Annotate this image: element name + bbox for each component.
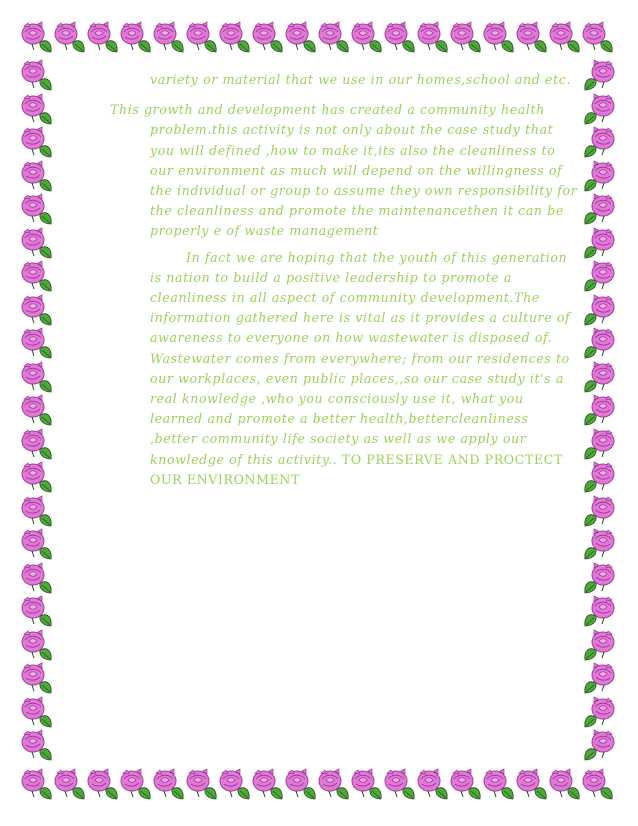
rose-icon: [350, 20, 384, 54]
rose-icon: [185, 20, 219, 54]
rose-icon: [582, 427, 616, 461]
rose-icon: [581, 20, 615, 54]
rose-icon: [20, 360, 54, 394]
rose-icon: [20, 259, 54, 293]
floral-border-top: [20, 18, 620, 58]
rose-icon: [20, 393, 54, 427]
rose-icon: [582, 594, 616, 628]
rose-icon: [582, 58, 616, 92]
floral-border-bottom: [20, 763, 620, 805]
paragraph-intro-fragment: variety or material that we use in our homes,school and etc.: [150, 72, 571, 87]
rose-icon: [53, 20, 87, 54]
rose-icon: [152, 20, 186, 54]
rose-icon: [582, 728, 616, 762]
rose-icon: [218, 20, 252, 54]
rose-icon: [582, 695, 616, 729]
rose-icon: [383, 20, 417, 54]
rose-icon: [416, 767, 450, 801]
rose-icon: [582, 561, 616, 595]
rose-icon: [582, 293, 616, 327]
rose-icon: [20, 767, 54, 801]
rose-icon: [20, 728, 54, 762]
rose-icon: [582, 125, 616, 159]
rose-icon: [53, 767, 87, 801]
rose-icon: [20, 494, 54, 528]
floral-border-right: [578, 58, 618, 763]
rose-icon: [20, 561, 54, 595]
rose-icon: [581, 767, 615, 801]
rose-icon: [548, 767, 582, 801]
rose-icon: [20, 125, 54, 159]
rose-icon: [86, 767, 120, 801]
rose-icon: [20, 92, 54, 126]
rose-icon: [582, 226, 616, 260]
rose-icon: [20, 527, 54, 561]
rose-icon: [20, 192, 54, 226]
rose-icon: [218, 767, 252, 801]
rose-icon: [119, 767, 153, 801]
rose-icon: [416, 20, 450, 54]
rose-icon: [20, 460, 54, 494]
rose-icon: [20, 20, 54, 54]
paragraph-youth-text: In fact we are hoping that the youth of this generation is nation to build a positive leadership to promote a cleanliness in all aspect of community development.The information gathered here is vital as it provides a culture of awareness to everyone on how wastewater is disposed of. Wastewater comes from everywhere; from our residences to our workplaces, even public places,,so our case study it's a real knowledge ,who you consciously use it, what you learned and promote a better health,bettercleanliness ,better community life society as well as we apply our knowledge of this activity..: [150, 249, 571, 467]
rose-icon: [20, 695, 54, 729]
rose-icon: [482, 767, 516, 801]
rose-icon: [515, 20, 549, 54]
rose-icon: [449, 767, 483, 801]
rose-icon: [20, 628, 54, 662]
rose-icon: [582, 527, 616, 561]
rose-icon: [582, 259, 616, 293]
rose-icon: [582, 159, 616, 193]
rose-icon: [20, 226, 54, 260]
rose-icon: [20, 326, 54, 360]
rose-icon: [548, 20, 582, 54]
rose-icon: [86, 20, 120, 54]
rose-icon: [284, 767, 318, 801]
rose-icon: [20, 58, 54, 92]
rose-icon: [251, 20, 285, 54]
rose-icon: [251, 767, 285, 801]
rose-icon: [20, 594, 54, 628]
rose-icon: [152, 767, 186, 801]
rose-icon: [582, 494, 616, 528]
rose-icon: [582, 192, 616, 226]
rose-icon: [383, 767, 417, 801]
rose-icon: [582, 92, 616, 126]
rose-icon: [582, 326, 616, 360]
paragraph-youth-caps: TO PRESERVE AND PROCTECT OUR ENVIRONMENT: [150, 451, 563, 487]
rose-icon: [582, 460, 616, 494]
rose-icon: [284, 20, 318, 54]
rose-icon: [317, 767, 351, 801]
rose-icon: [582, 360, 616, 394]
rose-icon: [20, 159, 54, 193]
rose-icon: [449, 20, 483, 54]
rose-icon: [582, 661, 616, 695]
rose-icon: [317, 20, 351, 54]
paragraph-growth: This growth and development has created a community health problem.this activity is not only about the case study that you will defined ,how to make it,its also the cleanliness to our environment as much will depend on the willingness of the individual or group to assume they own responsibility for the cleanliness and promote the maintenancethen it can be properly e of waste management: [110, 102, 578, 239]
rose-icon: [185, 767, 219, 801]
paragraph-youth: [110, 248, 580, 490]
rose-icon: [20, 427, 54, 461]
rose-icon: [20, 293, 54, 327]
rose-icon: [582, 393, 616, 427]
rose-icon: [515, 767, 549, 801]
rose-icon: [582, 628, 616, 662]
rose-icon: [20, 661, 54, 695]
rose-icon: [350, 767, 384, 801]
rose-icon: [482, 20, 516, 54]
document-body: [110, 70, 580, 490]
floral-border-left: [20, 58, 60, 763]
rose-icon: [119, 20, 153, 54]
